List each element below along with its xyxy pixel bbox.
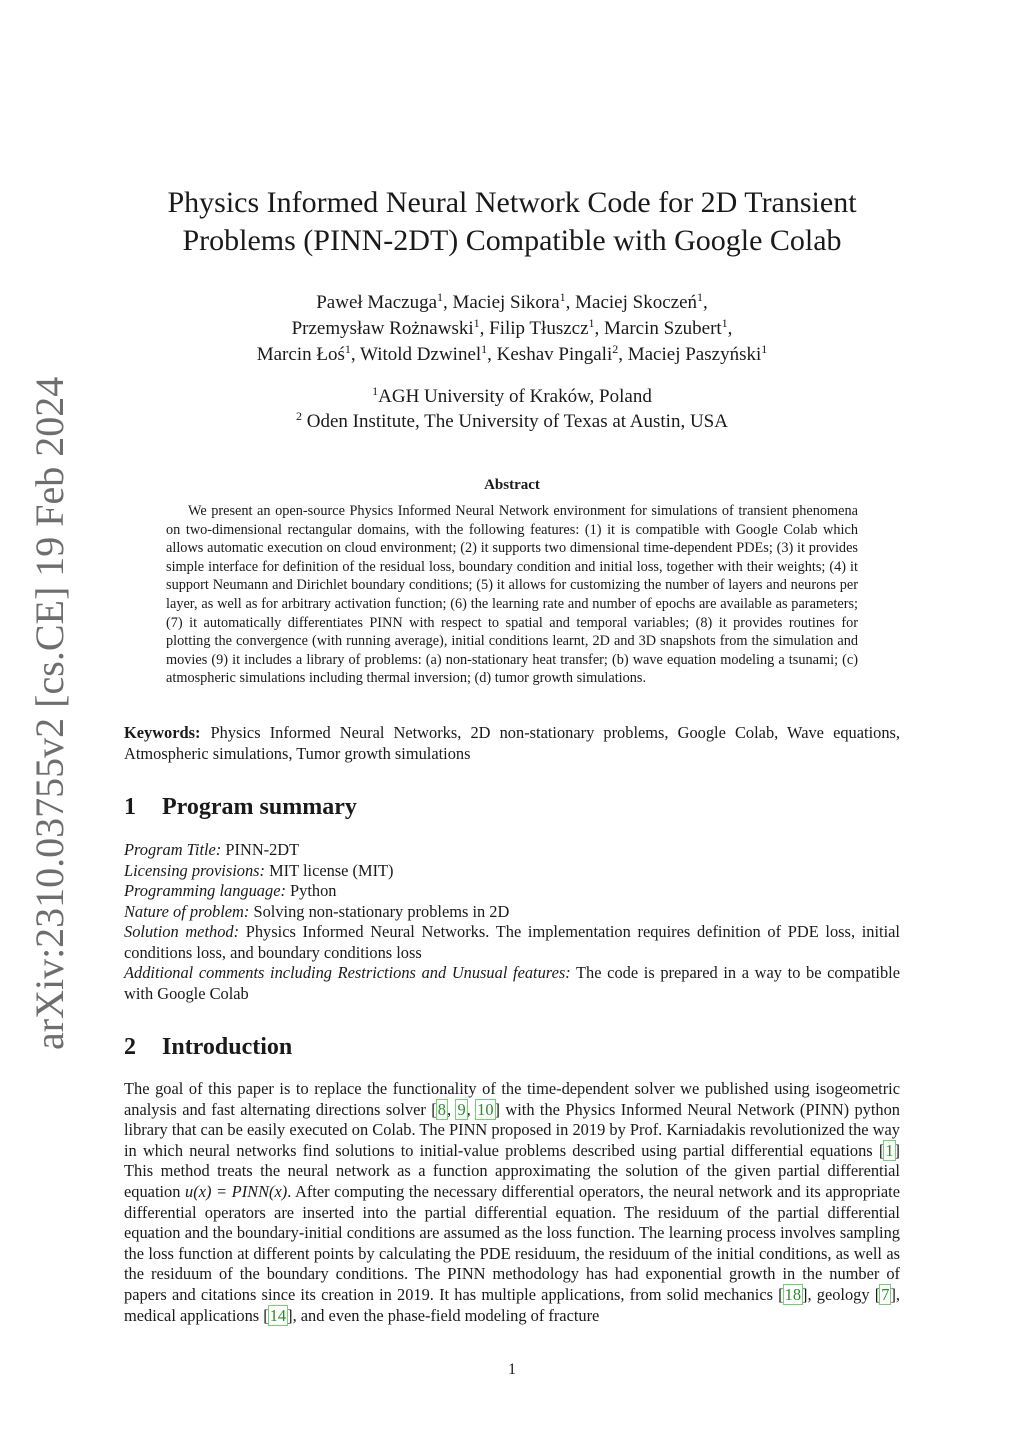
section-heading-program-summary: 1 Program summary [124,794,357,820]
paper-title [124,184,900,260]
summary-license: Licensing provisions: MIT license (MIT) [124,860,394,880]
author: Marcin Szubert [604,318,722,339]
summary-method: Solution method: Physics Informed Neural Networks. The implementation requires definition of PDE loss, initial conditions loss, and boundary conditions loss [124,922,900,962]
author-line-1: Paweł Maczuga$^1$, Maciej Sikora$^1$, Maciej Skoczeń$^1$, [316,290,708,313]
author: Filip Tłuszcz [489,318,589,339]
author: Przemysław Rożnawski [291,318,474,339]
citation-link[interactable]: 14 [269,1305,287,1325]
author: Paweł Maczuga [316,292,438,313]
summary-comments: Additional comments including Restrictions and Unusual features: The code is prepared in a way to be compatible with Google Colab [124,963,900,1003]
program-summary [124,840,900,1004]
title-line-2: Problems (PINN-2DT) Compatible with Google Colab [182,224,842,257]
keywords-label: Keywords: [124,723,201,742]
summary-language: Programming language: Python [124,881,337,900]
summary-problem: Nature of problem: Solving non-stationary problems in 2D [124,901,510,921]
title-line-1: Physics Informed Neural Network Code for 2D Transient [167,186,857,219]
summary-title: Program Title: PINN-2DT [124,840,300,859]
citation-link[interactable]: 18 [784,1284,802,1304]
affiliation-1: $^1$AGH University of Kraków, Poland [372,384,652,407]
section-heading-introduction: 2 Introduction [124,1034,293,1060]
abstract-heading: Abstract [484,477,540,493]
equation-inline: u(x) = PINN(x) [185,1181,288,1201]
citation-link[interactable]: 8 [437,1099,446,1119]
author-line-3: Marcin Łoś$^1$, Witold Dzwinel$^1$, Keshav Pingali$^2$, Maciej Paszyński$^1$ [256,342,768,365]
affiliation-2: $^2$ Oden Institute, The University of Texas at Austin, USA [296,409,728,432]
page-number: 1 [508,1361,516,1378]
author: Maciej Sikora [452,292,560,313]
author: Marcin Łoś [256,344,345,365]
author-list [124,290,900,368]
keywords-text: Physics Informed Neural Networks, 2D non-stationary problems, Google Colab, Wave equations, Atmospheric simulations, Tumor growth simulations [124,723,900,763]
keywords [124,722,900,764]
author-line-2: Przemysław Rożnawski$^1$, Filip Tłuszcz$^1$, Marcin Szubert$^1$, [291,316,733,339]
arxiv-stamp: arXiv:2310.03755v2 [cs.CE] 19 Feb 2024 [27,376,72,1050]
abstract-text: We present an open-source Physics Informed Neural Network environment for simulations of transient phenomena on two-dimensional rectangular domains, with the following features: (1) it is compatible with Google Colab which allows automatic execution on cloud environment; (2) it supports two dimensional time-dependent PDEs; (3) it provides simple interface for definition of the residual loss, boundary condition and initial loss, together with their weights; (4) it support Neumann and Dirichlet boundary conditions; (5) it allows for customizing the number of layers and neurons per layer, as well as for arbitrary activation function; (6) the learning rate and number of epochs are available as parameters; (7) it automatically differentiates PINN with respect to spatial and temporal variables; (8) it provides routines for plotting the convergence (with running average), initial conditions learnt, 2D and 3D snapshots from the simulation and movies (9) it includes a library of problems: (a) non-stationary heat transfer; (b) wave equation modeling a tsunami; (c) atmospheric simulations including thermal inversion; (d) tumor growth simulations. [166,503,858,687]
affiliations [124,384,900,434]
author: Maciej Skoczeń [575,292,698,313]
citation-link[interactable]: 7 [881,1284,890,1304]
citation-link[interactable]: 1 [885,1140,894,1160]
author: Maciej Paszyński [627,344,762,365]
citation-link[interactable]: 10 [477,1099,494,1119]
citation-link[interactable]: 9 [457,1099,466,1119]
author: Witold Dzwinel [360,344,482,365]
author: Keshav Pingali [496,344,613,365]
introduction-paragraph: The goal of this paper is to replace the functionality of the time-dependent solver we published using isogeometric analysis and fast alternating directions solver [8, 9, 10] with the Physics Informed Neural Network (PINN) python library that can be easily executed on Colab. The PINN proposed in 2019 by Prof. Karniadakis revolutionized the way in which neural networks find solutions to initial-value problems described using partial differential equations [1] This method treats the neural network as a function approximating the solution of the given partial differential equation u(x) = PINN(x). After computing the necessary differential operators, the neural network and its appropriate differential operators are inserted into the partial differential equation. The residuum of the partial differential equation and the boundary-initial conditions are assumed as the loss function. The learning process involves sampling the loss function at different points by calculating the PDE residuum, the residuum of the initial conditions, as well as the residuum of the boundary conditions. The PINN methodology has had exponential growth in the number of papers and citations since its creation in 2019. It has multiple applications, from solid mechanics [18], geology [7], medical applications [14], and even the phase-field modeling of fracture [124,1079,901,1325]
